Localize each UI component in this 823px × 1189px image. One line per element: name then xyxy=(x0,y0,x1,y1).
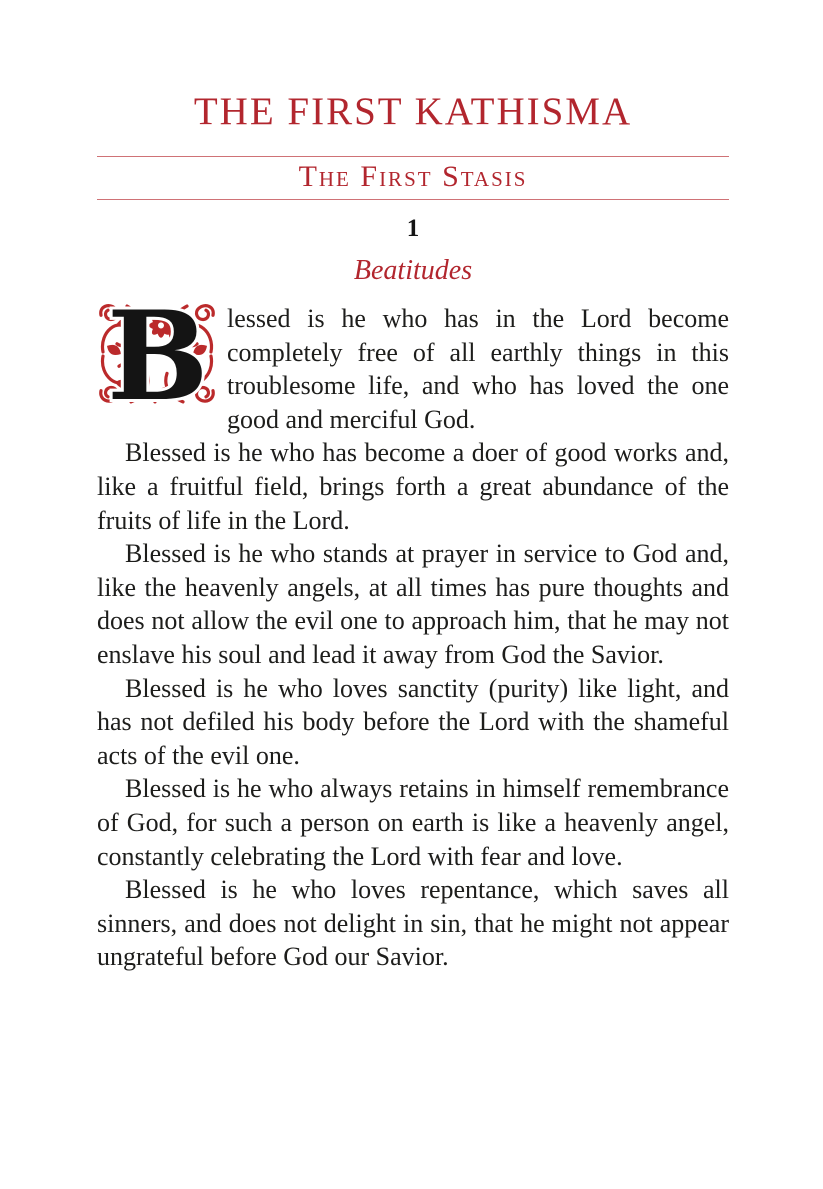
psalm-paragraph xyxy=(97,873,729,974)
paragraph-text: Blessed is he who loves repentance, which saves all sinners, and does not delight in sin, that he might not appear ungrateful before God our Savior. xyxy=(97,875,729,972)
psalm-paragraph xyxy=(97,436,729,537)
paragraph-text: Blessed is he who has become a doer of good works and, like a fruitful field, brings forth a great abundance of the fruits of life in the Lord. xyxy=(97,438,729,535)
stasis-rule-bottom xyxy=(97,199,729,200)
paragraph-text: Blessed is he who always retains in himself remembrance of God, for such a person on earth is like a heavenly angel, constantly celebrating the Lord with fear and love. xyxy=(97,774,729,871)
drop-cap-letter: B xyxy=(107,283,209,429)
drop-cap xyxy=(97,283,217,429)
paragraph-text: Blessed is he who stands at prayer in service to God and, like the heavenly angels, at all times has pure thoughts and does not allow the evil one to approach him, that he may not enslave his soul and lead it away from God the Savior. xyxy=(97,539,729,669)
psalm-paragraph xyxy=(97,283,729,436)
psalm-title: Beatitudes xyxy=(353,255,473,286)
stasis-band xyxy=(97,156,729,200)
psalm-paragraph xyxy=(97,672,729,773)
paragraph-text: Blessed is he who loves sanctity (purity) like light, and has not defiled his body before the Lord with the shameful acts of the evil one. xyxy=(97,673,729,770)
psalm-paragraph xyxy=(97,537,729,671)
psalm-number: 1 xyxy=(406,215,420,242)
paragraph-text: lessed is he who has in the Lord become completely free of all earthly things in this troublesome life, and who has loved the one good and merciful God. xyxy=(227,304,729,434)
psalm-body xyxy=(97,283,729,974)
kathisma-title: THE FIRST KATHISMA xyxy=(193,90,633,133)
psalm-paragraph xyxy=(97,772,729,873)
stasis-title: The First Stasis xyxy=(298,160,528,193)
drop-cap-ornament-icon xyxy=(97,283,217,429)
stasis-rule-top xyxy=(97,156,729,157)
